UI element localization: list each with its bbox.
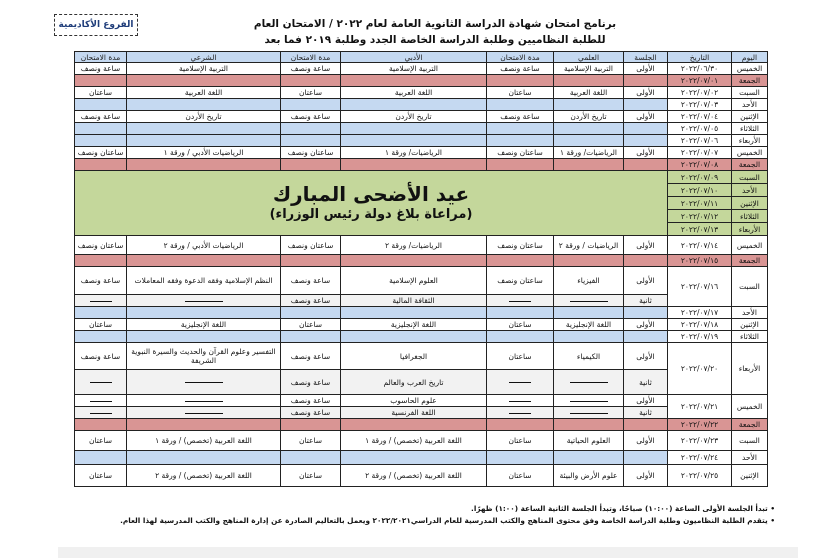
date-cell: ٢٠٢٢/٠٧/١٢	[668, 210, 732, 223]
duration-cell: ساعتان	[75, 319, 127, 331]
day-cell: الأربعاء	[732, 135, 768, 147]
session-cell: الأولى	[624, 236, 668, 255]
table-row-friday	[75, 159, 768, 171]
sharia-subject: اللغة العربية (تخصص) / ورقة ٢	[127, 465, 281, 487]
date-cell: ٢٠٢٢/٠٧/٠٩	[668, 171, 732, 184]
duration-cell	[75, 395, 127, 407]
duration-cell: ساعتان ونصف	[75, 236, 127, 255]
literary-subject: الثقافة المالية	[341, 295, 487, 307]
date-cell: ٢٠٢٢/٠٧/٢٠	[668, 343, 732, 395]
date-cell: ٢٠٢٢/٠٧/١٧	[668, 307, 732, 319]
day-cell: الخميس	[732, 236, 768, 255]
date-cell: ٢٠٢٢/٠٧/١٠	[668, 184, 732, 197]
sharia-subject: الرياضيات الأدبي / ورقة ٢	[127, 236, 281, 255]
date-cell: ٢٠٢٢/٠٧/٠٤	[668, 111, 732, 123]
literary-subject: تاريخ العرب والعالم	[341, 370, 487, 395]
duration-cell: ساعتان ونصف	[487, 147, 554, 159]
day-cell: الجمعة	[732, 75, 768, 87]
table-row	[75, 267, 768, 295]
scientific-subject	[554, 407, 624, 419]
dash-placeholder	[185, 301, 223, 302]
date-cell: ٢٠٢٢/٠٧/٢٥	[668, 465, 732, 487]
sharia-subject	[127, 370, 281, 395]
day-cell: الأحد	[732, 184, 768, 197]
table-row	[75, 431, 768, 451]
table-row-empty	[75, 123, 768, 135]
literary-subject: التربية الإسلامية	[341, 63, 487, 75]
duration-cell: ساعتان	[75, 431, 127, 451]
scientific-subject: الفيزياء	[554, 267, 624, 295]
scientific-subject: الرياضيات/ ورقة ١	[554, 147, 624, 159]
scientific-subject: الكيمياء	[554, 343, 624, 370]
duration-cell: ساعة ونصف	[281, 370, 341, 395]
table-row-empty	[75, 99, 768, 111]
date-cell: ٢٠٢٢/٠٧/١٩	[668, 331, 732, 343]
sharia-subject	[127, 407, 281, 419]
date-cell: ٢٠٢٢/٠٧/١١	[668, 197, 732, 210]
duration-cell: ساعتان ونصف	[487, 267, 554, 295]
table-row	[75, 465, 768, 487]
date-cell: ٢٠٢٢/٠٧/٠٨	[668, 159, 732, 171]
day-cell: الإثنين	[732, 197, 768, 210]
day-cell: الجمعة	[732, 159, 768, 171]
col-header-day: اليوم	[732, 52, 768, 63]
session-cell: الأولى	[624, 431, 668, 451]
duration-cell: ساعة ونصف	[487, 111, 554, 123]
literary-subject: العلوم الإسلامية	[341, 267, 487, 295]
dash-placeholder	[90, 401, 112, 402]
duration-cell: ساعتان ونصف	[281, 236, 341, 255]
duration-cell: ساعة ونصف	[281, 295, 341, 307]
day-cell: السبت	[732, 267, 768, 307]
scientific-subject: علوم الأرض والبيئة	[554, 465, 624, 487]
scientific-subject: الرياضيات / ورقة ٢	[554, 236, 624, 255]
table-row	[75, 236, 768, 255]
date-cell: ٢٠٢٢/٠٧/٠٢	[668, 87, 732, 99]
duration-cell: ساعة ونصف	[281, 395, 341, 407]
date-cell: ٢٠٢٢/٠٧/٠٧	[668, 147, 732, 159]
literary-subject: اللغة العربية (تخصص) / ورقة ١	[341, 431, 487, 451]
dash-placeholder	[570, 401, 608, 402]
day-cell: السبت	[732, 431, 768, 451]
sharia-subject: التربية الإسلامية	[127, 63, 281, 75]
day-cell: الثلاثاء	[732, 210, 768, 223]
literary-subject: علوم الحاسوب	[341, 395, 487, 407]
literary-subject: الرياضيات/ ورقة ٢	[341, 236, 487, 255]
holiday-subtitle: (مراعاة بلاغ دولة رئيس الوزراء)	[269, 207, 473, 222]
dash-placeholder	[90, 413, 112, 414]
dash-placeholder	[509, 382, 531, 383]
table-row	[75, 63, 768, 75]
table-row-empty	[75, 451, 768, 465]
duration-cell: ساعتان	[75, 465, 127, 487]
scientific-subject	[554, 370, 624, 395]
sharia-subject: النظم الإسلامية وفقه الدعوة وفقه المعاملات	[127, 267, 281, 295]
duration-cell: ساعتان	[487, 87, 554, 99]
day-cell: الجمعة	[732, 255, 768, 267]
day-cell: الإثنين	[732, 319, 768, 331]
col-header-scientific: العلمي	[554, 52, 624, 63]
session-cell: الأولى	[624, 63, 668, 75]
col-header-sharia: الشرعي	[127, 52, 281, 63]
date-cell: ٢٠٢٢/٠٧/١٦	[668, 267, 732, 307]
duration-cell: ساعة ونصف	[75, 111, 127, 123]
footer-divider	[58, 547, 798, 558]
day-cell: السبت	[732, 171, 768, 184]
session-cell: ثانية	[624, 407, 668, 419]
date-cell: ٢٠٢٢/٠٧/٠١	[668, 75, 732, 87]
dash-placeholder	[185, 382, 223, 383]
duration-cell: ساعتان	[487, 343, 554, 370]
session-cell: الأولى	[624, 147, 668, 159]
date-cell: ٢٠٢٢/٠٧/٢٢	[668, 419, 732, 431]
col-header-session: الجلسة	[624, 52, 668, 63]
dash-placeholder	[90, 382, 112, 383]
day-cell: الأربعاء	[732, 223, 768, 236]
dash-placeholder	[509, 413, 531, 414]
duration-cell	[75, 407, 127, 419]
scientific-subject: اللغة العربية	[554, 87, 624, 99]
duration-cell: ساعة ونصف	[75, 63, 127, 75]
duration-cell: ساعتان ونصف	[487, 236, 554, 255]
scientific-subject	[554, 395, 624, 407]
sharia-subject	[127, 295, 281, 307]
date-cell: ٢٠٢٢/٠٧/١٥	[668, 255, 732, 267]
sharia-subject: التفسير وعلوم القرآن والحديث والسيرة النبوية الشريفة	[127, 343, 281, 370]
table-row-friday	[75, 419, 768, 431]
table-row	[75, 343, 768, 370]
day-cell: الخميس	[732, 63, 768, 75]
table-row	[75, 319, 768, 331]
date-cell: ٢٠٢٢/٠٧/٠٥	[668, 123, 732, 135]
duration-cell	[487, 295, 554, 307]
duration-cell	[75, 370, 127, 395]
day-cell: الإثنين	[732, 465, 768, 487]
date-cell: ٢٠٢٢/٠٧/١٣	[668, 223, 732, 236]
session-cell: الأولى	[624, 87, 668, 99]
date-cell: ٢٠٢٢/٠٧/٢٤	[668, 451, 732, 465]
table-row	[75, 87, 768, 99]
table-row	[75, 147, 768, 159]
duration-cell	[75, 295, 127, 307]
day-cell: الإثنين	[732, 111, 768, 123]
scientific-subject: تاريخ الأردن	[554, 111, 624, 123]
session-cell: الأولى	[624, 111, 668, 123]
date-cell: ٢٠٢٢/٠٧/٠٦	[668, 135, 732, 147]
duration-cell: ساعتان ونصف	[281, 147, 341, 159]
day-cell: السبت	[732, 87, 768, 99]
holiday-title: عيد الأضحى المبارك	[272, 182, 470, 206]
col-header-duration: مدة الامتحان	[281, 52, 341, 63]
col-header-duration: مدة الامتحان	[487, 52, 554, 63]
duration-cell: ساعتان	[281, 465, 341, 487]
dash-placeholder	[509, 401, 531, 402]
date-cell: ٢٠٢٢/٠٧/١٤	[668, 236, 732, 255]
scientific-subject: العلوم الحياتية	[554, 431, 624, 451]
holiday-banner	[75, 171, 668, 236]
table-row-friday	[75, 255, 768, 267]
duration-cell: ساعتان	[487, 431, 554, 451]
day-cell: الأحد	[732, 99, 768, 111]
scientific-subject: اللغة الإنجليزية	[554, 319, 624, 331]
sharia-subject: اللغة الإنجليزية	[127, 319, 281, 331]
col-header-duration: مدة الامتحان	[75, 52, 127, 63]
duration-cell: ساعتان	[281, 87, 341, 99]
day-cell: الثلاثاء	[732, 123, 768, 135]
session-cell: الأولى	[624, 343, 668, 370]
sharia-subject: الرياضيات الأدبي / ورقة ١	[127, 147, 281, 159]
dash-placeholder	[90, 301, 112, 302]
dash-placeholder	[570, 413, 608, 414]
literary-subject: تاريخ الأردن	[341, 111, 487, 123]
sharia-subject: اللغة العربية (تخصص) / ورقة ١	[127, 431, 281, 451]
day-cell: الخميس	[732, 147, 768, 159]
duration-cell: ساعة ونصف	[281, 407, 341, 419]
table-row-second-session	[75, 407, 768, 419]
duration-cell: ساعتان ونصف	[75, 147, 127, 159]
duration-cell: ساعة ونصف	[281, 267, 341, 295]
duration-cell: ساعتان	[75, 87, 127, 99]
duration-cell: ساعة ونصف	[281, 63, 341, 75]
note-curriculum: • يتقدم الطلبة النظاميون وطلبة الدراسة الخاصة وفق محتوى المناهج والكتب المدرسية للعام الدراسي٢٠٢٢/٢٠٢١ ويعمل بالتعاليم الصادرة عن إدارة المناهج والكتب المدرسية لهذا العام.	[120, 516, 775, 525]
session-cell: ثانية	[624, 295, 668, 307]
date-cell: ٢٠٢٢/٠٧/٠٣	[668, 99, 732, 111]
duration-cell: ساعتان	[281, 431, 341, 451]
table-row-empty	[75, 331, 768, 343]
literary-subject: اللغة الفرنسية	[341, 407, 487, 419]
table-row-friday	[75, 75, 768, 87]
session-cell: ثانية	[624, 370, 668, 395]
literary-subject: الجغرافيا	[341, 343, 487, 370]
table-row-second-session	[75, 295, 768, 307]
exam-schedule-table	[74, 51, 768, 487]
table-row	[75, 395, 768, 407]
table-row	[75, 111, 768, 123]
literary-subject: اللغة العربية	[341, 87, 487, 99]
sharia-subject: تاريخ الأردن	[127, 111, 281, 123]
schedule-title: برنامج امتحان شهادة الدراسة الثانوية العامة لعام ٢٠٢٢ / الامتحان العام	[253, 18, 617, 30]
col-header-date: التاريخ	[668, 52, 732, 63]
day-cell: الثلاثاء	[732, 331, 768, 343]
session-cell: الأولى	[624, 465, 668, 487]
table-row-holiday	[75, 171, 768, 184]
day-cell: الخميس	[732, 395, 768, 419]
col-header-literary: الأدبي	[341, 52, 487, 63]
duration-cell: ساعة ونصف	[281, 111, 341, 123]
duration-cell: ساعة ونصف	[75, 267, 127, 295]
academic-branches-badge: الفروع الأكاديمية	[54, 14, 138, 36]
literary-subject: اللغة العربية (تخصص) / ورقة ٢	[341, 465, 487, 487]
day-cell: الأحد	[732, 307, 768, 319]
date-cell: ٢٠٢٢/٠٧/٢١	[668, 395, 732, 419]
duration-cell: ساعة ونصف	[281, 343, 341, 370]
dash-placeholder	[185, 401, 223, 402]
sharia-subject: اللغة العربية	[127, 87, 281, 99]
duration-cell: ساعتان	[487, 465, 554, 487]
table-row-empty	[75, 307, 768, 319]
literary-subject: اللغة الإنجليزية	[341, 319, 487, 331]
day-cell: الأربعاء	[732, 343, 768, 395]
scientific-subject: التربية الإسلامية	[554, 63, 624, 75]
duration-cell: ساعة ونصف	[487, 63, 554, 75]
session-cell: الأولى	[624, 319, 668, 331]
date-cell: ٢٠٢٢/٠٦/٣٠	[668, 63, 732, 75]
table-row-second-session	[75, 370, 768, 395]
dash-placeholder	[570, 382, 608, 383]
duration-cell	[487, 370, 554, 395]
dash-placeholder	[185, 413, 223, 414]
duration-cell	[487, 407, 554, 419]
duration-cell: ساعة ونصف	[75, 343, 127, 370]
table-header-row	[75, 52, 768, 63]
duration-cell	[487, 395, 554, 407]
sharia-subject	[127, 395, 281, 407]
duration-cell: ساعتان	[487, 319, 554, 331]
date-cell: ٢٠٢٢/٠٧/١٨	[668, 319, 732, 331]
day-cell: الأحد	[732, 451, 768, 465]
session-cell: الأولى	[624, 395, 668, 407]
scientific-subject	[554, 295, 624, 307]
schedule-subtitle: للطلبة النظاميين وطلبة الدراسة الخاصة الجدد وطلبة ٢٠١٩ فما بعد	[264, 34, 606, 46]
session-cell: الأولى	[624, 267, 668, 295]
note-session-times: • تبدأ الجلسة الأولى الساعة (١٠:٠٠) صباحًا، وتبدأ الجلسة الثانية الساعة (١:٠٠) ظهرًا.	[471, 504, 775, 513]
day-cell: الجمعة	[732, 419, 768, 431]
dash-placeholder	[509, 301, 531, 302]
duration-cell: ساعتان	[281, 319, 341, 331]
table-row-empty	[75, 135, 768, 147]
date-cell: ٢٠٢٢/٠٧/٢٣	[668, 431, 732, 451]
literary-subject: الرياضيات/ ورقة ١	[341, 147, 487, 159]
dash-placeholder	[570, 301, 608, 302]
